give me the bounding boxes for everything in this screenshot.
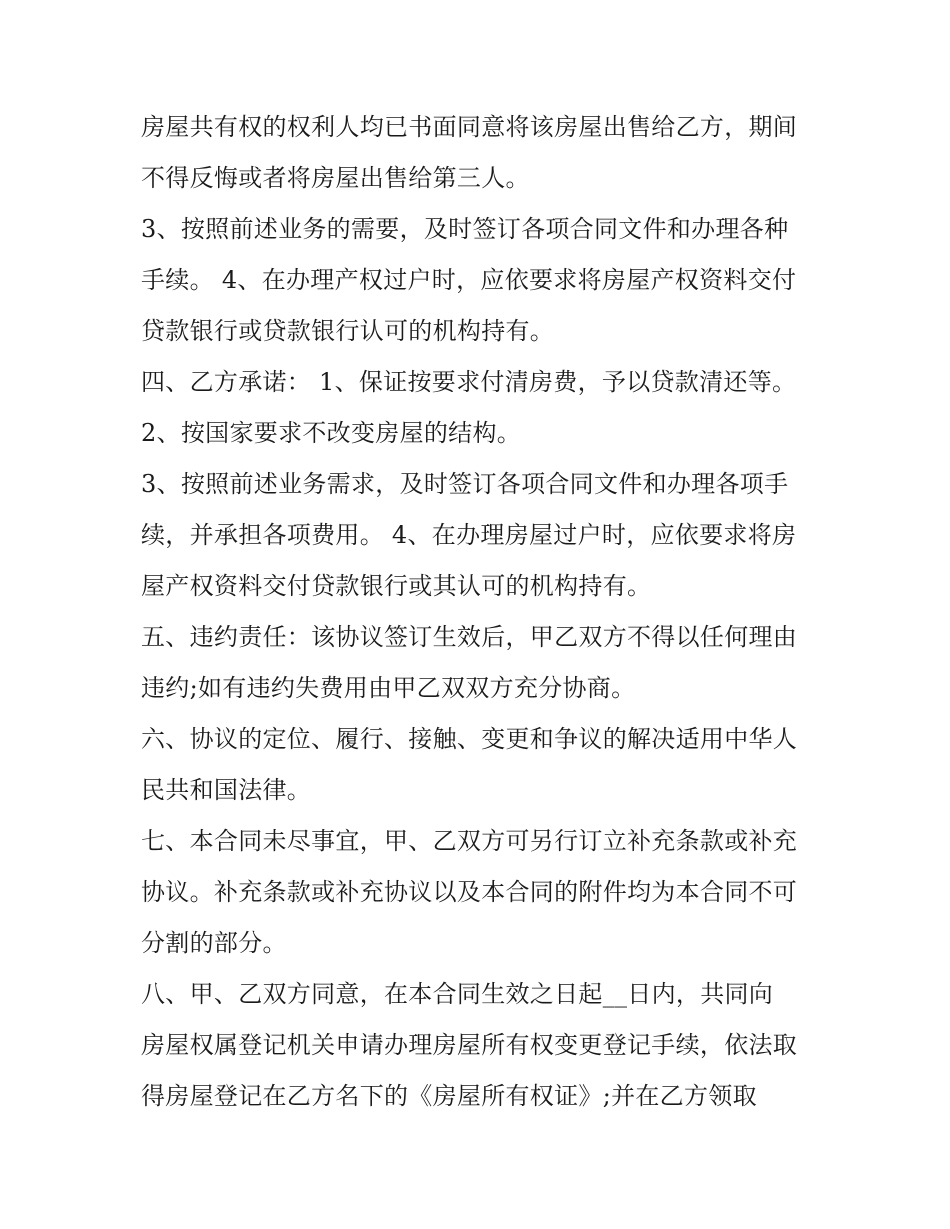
- text-line: 违约;如有违约失费用由甲乙双双方充分协商。: [141, 674, 636, 702]
- text-line: 协议。补充条款或补充协议以及本合同的附件均为本合同不可: [141, 878, 798, 906]
- text-line: 四、乙方承诺： 1、保证按要求付清房费，予以贷款清还等。: [141, 368, 797, 396]
- document-body: [141, 102, 821, 1122]
- text-line: 屋产权资料交付贷款银行或其认可的机构持有。: [141, 572, 652, 600]
- text-line: 3、按照前述业务需求，及时签订各项合同文件和办理各项手: [141, 470, 789, 498]
- text-line: 五、违约责任：该协议签订生效后，甲乙双方不得以任何理由: [141, 623, 798, 651]
- text-line: 续，并承担各项费用。 4、在办理房屋过户时，应依要求将房: [141, 521, 797, 549]
- text-line: 民共和国法律。: [141, 776, 312, 804]
- text-line: 房屋共有权的权利人均已书面同意将该房屋出售给乙方，期间: [141, 113, 798, 141]
- text-line: 八、甲、乙双方同意，在本合同生效之日起__日内，共同向: [141, 980, 774, 1008]
- text-line: 贷款银行或贷款银行认可的机构持有。: [141, 317, 555, 345]
- text-line: 房屋权属登记机关申请办理房屋所有权变更登记手续，依法取: [141, 1031, 798, 1059]
- text-line: 分割的部分。: [141, 929, 287, 957]
- text-line: 不得反悔或者将房屋出售给第三人。: [141, 164, 530, 192]
- text-line: 六、协议的定位、履行、接触、变更和争议的解决适用中华人: [141, 725, 798, 753]
- text-line: 2、按国家要求不改变房屋的结构。: [141, 419, 522, 447]
- text-line: 3、按照前述业务的需要，及时签订各项合同文件和办理各种: [141, 215, 789, 243]
- text-line: 得房屋登记在乙方名下的《房屋所有权证》;并在乙方领取: [141, 1082, 757, 1110]
- text-line: 手续。 4、在办理产权过户时，应依要求将房屋产权资料交付: [141, 266, 797, 294]
- text-line: 七、本合同未尽事宜，甲、乙双方可另行订立补充条款或补充: [141, 827, 798, 855]
